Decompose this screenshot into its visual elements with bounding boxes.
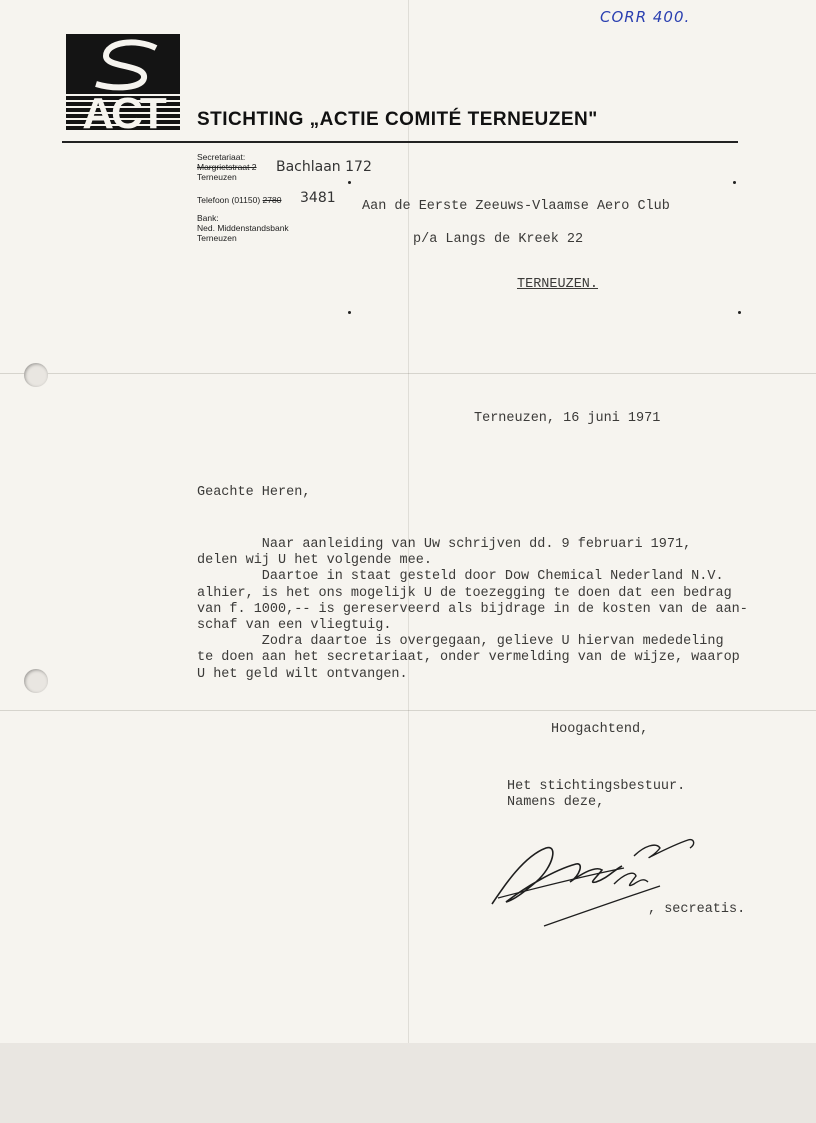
logo-text: ACT — [82, 89, 164, 130]
punch-hole — [24, 363, 48, 387]
archive-mark: CORR 400. — [600, 8, 691, 26]
new-street: Bachlaan 172 — [276, 159, 372, 175]
body-line: Naar aanleiding van Uw schrijven dd. 9 februari 1971, — [197, 537, 692, 552]
body-line: Daartoe in staat gesteld door Dow Chemical Nederland N.V. — [197, 569, 724, 585]
bank-name: Ned. Middenstandsbank — [197, 223, 289, 233]
date-line: Terneuzen, 16 juni 1971 — [474, 411, 661, 426]
body-line: Zodra daartoe is overgegaan, gelieve U hiervan mededeling — [197, 634, 724, 650]
salutation: Geachte Heren, — [197, 485, 311, 500]
recipient-address: p/a Langs de Kreek 22 — [413, 232, 584, 247]
bank-label: Bank: — [197, 213, 219, 223]
old-phone: 2780 — [262, 195, 282, 205]
address-window-mark — [348, 311, 351, 314]
body-line: U het geld wilt ontvangen. — [197, 666, 408, 682]
body-line: alhier, is het ons mogelijk U de toezegging te doen dat een bedrag — [197, 585, 732, 601]
phone-line — [197, 195, 281, 205]
signature-role: , secreatis. — [648, 902, 746, 917]
address-window-mark — [738, 311, 741, 314]
address-window-mark — [733, 181, 736, 184]
body-line: delen wij U het volgende mee. — [197, 553, 432, 569]
recipient-city: TERNEUZEN. — [517, 277, 599, 292]
letterhead-rule — [62, 141, 738, 143]
secretariat-city: Terneuzen — [197, 172, 237, 182]
punch-hole — [24, 669, 48, 693]
closing: Hoogachtend, — [551, 722, 649, 737]
recipient-name: Aan de Eerste Zeeuws-Vlaamse Aero Club — [362, 199, 670, 214]
act-logo — [66, 34, 180, 130]
old-street: Margrietstraat 2 — [197, 162, 257, 172]
secretariat-label: Secretariaat: — [197, 152, 246, 162]
body-line: van f. 1000,-- is gereserveerd als bijdrage in de kosten van de aan- — [197, 601, 748, 617]
body-line: schaf van een vliegtuig. — [197, 618, 392, 634]
signoff-board: Het stichtingsbestuur. — [507, 779, 686, 794]
fold-line — [408, 0, 409, 1043]
phone-label: Telefoon (01150) — [197, 195, 261, 205]
signoff-on-behalf: Namens deze, — [507, 795, 605, 810]
bank-city: Terneuzen — [197, 233, 237, 243]
organization-name: STICHTING „ACTIE COMITÉ TERNEUZEN" — [197, 109, 598, 130]
handwritten-signature — [484, 826, 704, 936]
letter-body — [197, 537, 748, 683]
new-phone: 3481 — [300, 190, 336, 206]
body-line: te doen aan het secretariaat, onder vermelding van de wijze, waarop — [197, 650, 740, 666]
address-window-mark — [348, 181, 351, 184]
